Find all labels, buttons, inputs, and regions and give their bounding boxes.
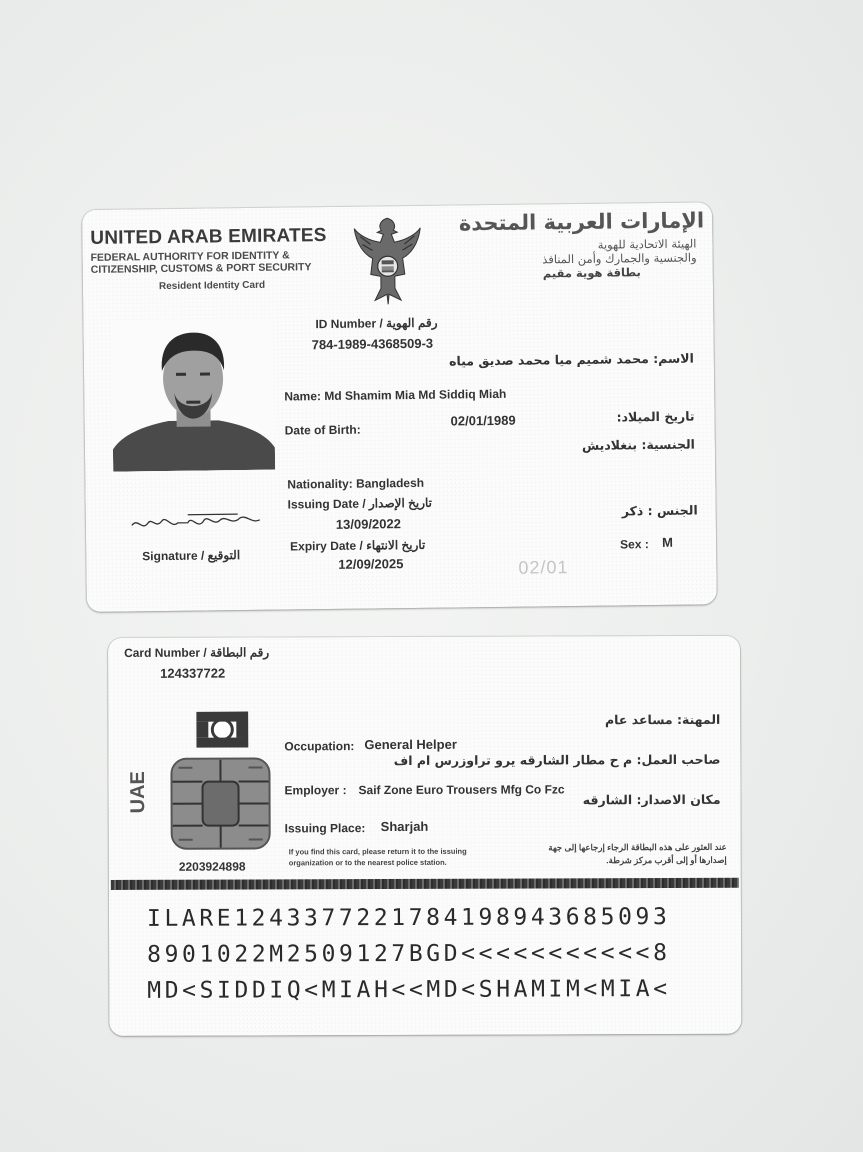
issuing-place-value: Sharjah bbox=[380, 818, 429, 835]
dob-label-ar: تاريخ الميلاد: bbox=[616, 408, 695, 425]
chip-symbol-icon bbox=[196, 712, 248, 748]
smart-chip-icon bbox=[170, 757, 270, 849]
occupation-label: Occupation: bbox=[284, 739, 355, 754]
country-title: UNITED ARAB EMIRATES bbox=[90, 225, 327, 249]
id-card-front bbox=[82, 202, 717, 612]
return-notice-ar-1: عند العثور على هذه البطاقة الرجاء إرجاعها إلى جهة bbox=[548, 841, 727, 853]
id-number-label: ID Number / رقم الهوية bbox=[315, 315, 438, 332]
id-number: 784-1989-4368509-3 bbox=[311, 335, 434, 353]
signature-mark bbox=[128, 508, 268, 536]
dob-value: 02/01/1989 bbox=[450, 412, 516, 429]
expiry-date-label: Expiry Date / تاريخ الانتهاء bbox=[290, 537, 426, 554]
authority-ar-line-2: والجنسية والجمارك وأمن المنافذ bbox=[542, 250, 697, 267]
return-notice-ar-2: إصدارها أو إلى أقرب مركز شرطة. bbox=[606, 854, 727, 866]
dob-label: Date of Birth: bbox=[284, 422, 361, 438]
expiry-date: 12/09/2025 bbox=[338, 556, 404, 572]
issuing-place-ar: مكان الاصدار: الشارقه bbox=[582, 791, 721, 808]
mrz-line-3: MD<SIDDIQ<MIAH<<MD<SHAMIM<MIA< bbox=[147, 976, 671, 1004]
country-title-ar: الإمارات العربية المتحدة bbox=[458, 208, 705, 236]
employer-ar: صاحب العمل: م ح مطار الشارقه يرو تراوزرس ام اف bbox=[393, 751, 721, 769]
name-en: Name: Md Shamim Mia Md Siddiq Miah bbox=[284, 386, 507, 404]
mrz-line-1: ILARE1243377221784198943685093 bbox=[146, 904, 671, 932]
employer-value: Saif Zone Euro Trousers Mfg Co Fzc bbox=[358, 782, 565, 798]
sex-ar: الجنس : ذكر bbox=[621, 502, 698, 519]
sex-value: M bbox=[662, 534, 674, 550]
return-notice-en-1: If you find this card, please return it to the issuing bbox=[288, 846, 467, 857]
holder-photo bbox=[111, 320, 275, 472]
nationality-en: Nationality: Bangladesh bbox=[287, 475, 425, 492]
card-type: Resident Identity Card bbox=[158, 279, 266, 293]
signature-label: Signature / التوقيع bbox=[142, 548, 241, 564]
issuing-date-label: Issuing Date / تاريخ الإصدار bbox=[287, 495, 433, 512]
issuing-place-label: Issuing Place: bbox=[284, 821, 366, 836]
authority-ar-line-1: الهيئة الاتحادية للهوية bbox=[597, 236, 697, 252]
mrz-separator-band bbox=[111, 878, 739, 890]
name-ar: الاسم: محمد شميم ميا محمد صديق مياه bbox=[448, 350, 694, 369]
authority-line-1: FEDERAL AUTHORITY FOR IDENTITY & bbox=[90, 249, 290, 264]
occupation-value: General Helper bbox=[364, 736, 457, 753]
card-type-ar: بطاقة هوية مقيم bbox=[542, 265, 641, 281]
chip-serial: 2203924898 bbox=[178, 859, 246, 874]
issuing-date: 13/09/2022 bbox=[335, 516, 402, 532]
authority-line-2: CITIZENSHIP, CUSTOMS & PORT SECURITY bbox=[90, 261, 312, 276]
mrz-line-2: 8901022M2509127BGD<<<<<<<<<<<8 bbox=[147, 940, 671, 968]
id-card-back bbox=[108, 636, 741, 1036]
occupation-ar: المهنة: مساعد عام bbox=[604, 711, 721, 728]
card-number-label: Card Number / رقم البطاقة bbox=[124, 645, 270, 660]
uae-vertical-label: UAE bbox=[126, 771, 150, 814]
ghost-dob: 02/01 bbox=[518, 557, 569, 578]
nationality-ar: الجنسية: بنغلاديش bbox=[581, 436, 695, 453]
sex-label: Sex : bbox=[620, 537, 649, 552]
card-number: 124337722 bbox=[160, 665, 226, 681]
employer-label: Employer : bbox=[284, 783, 347, 798]
return-notice-en-2: organization or to the nearest police station. bbox=[288, 857, 447, 868]
falcon-emblem-icon bbox=[350, 214, 425, 307]
